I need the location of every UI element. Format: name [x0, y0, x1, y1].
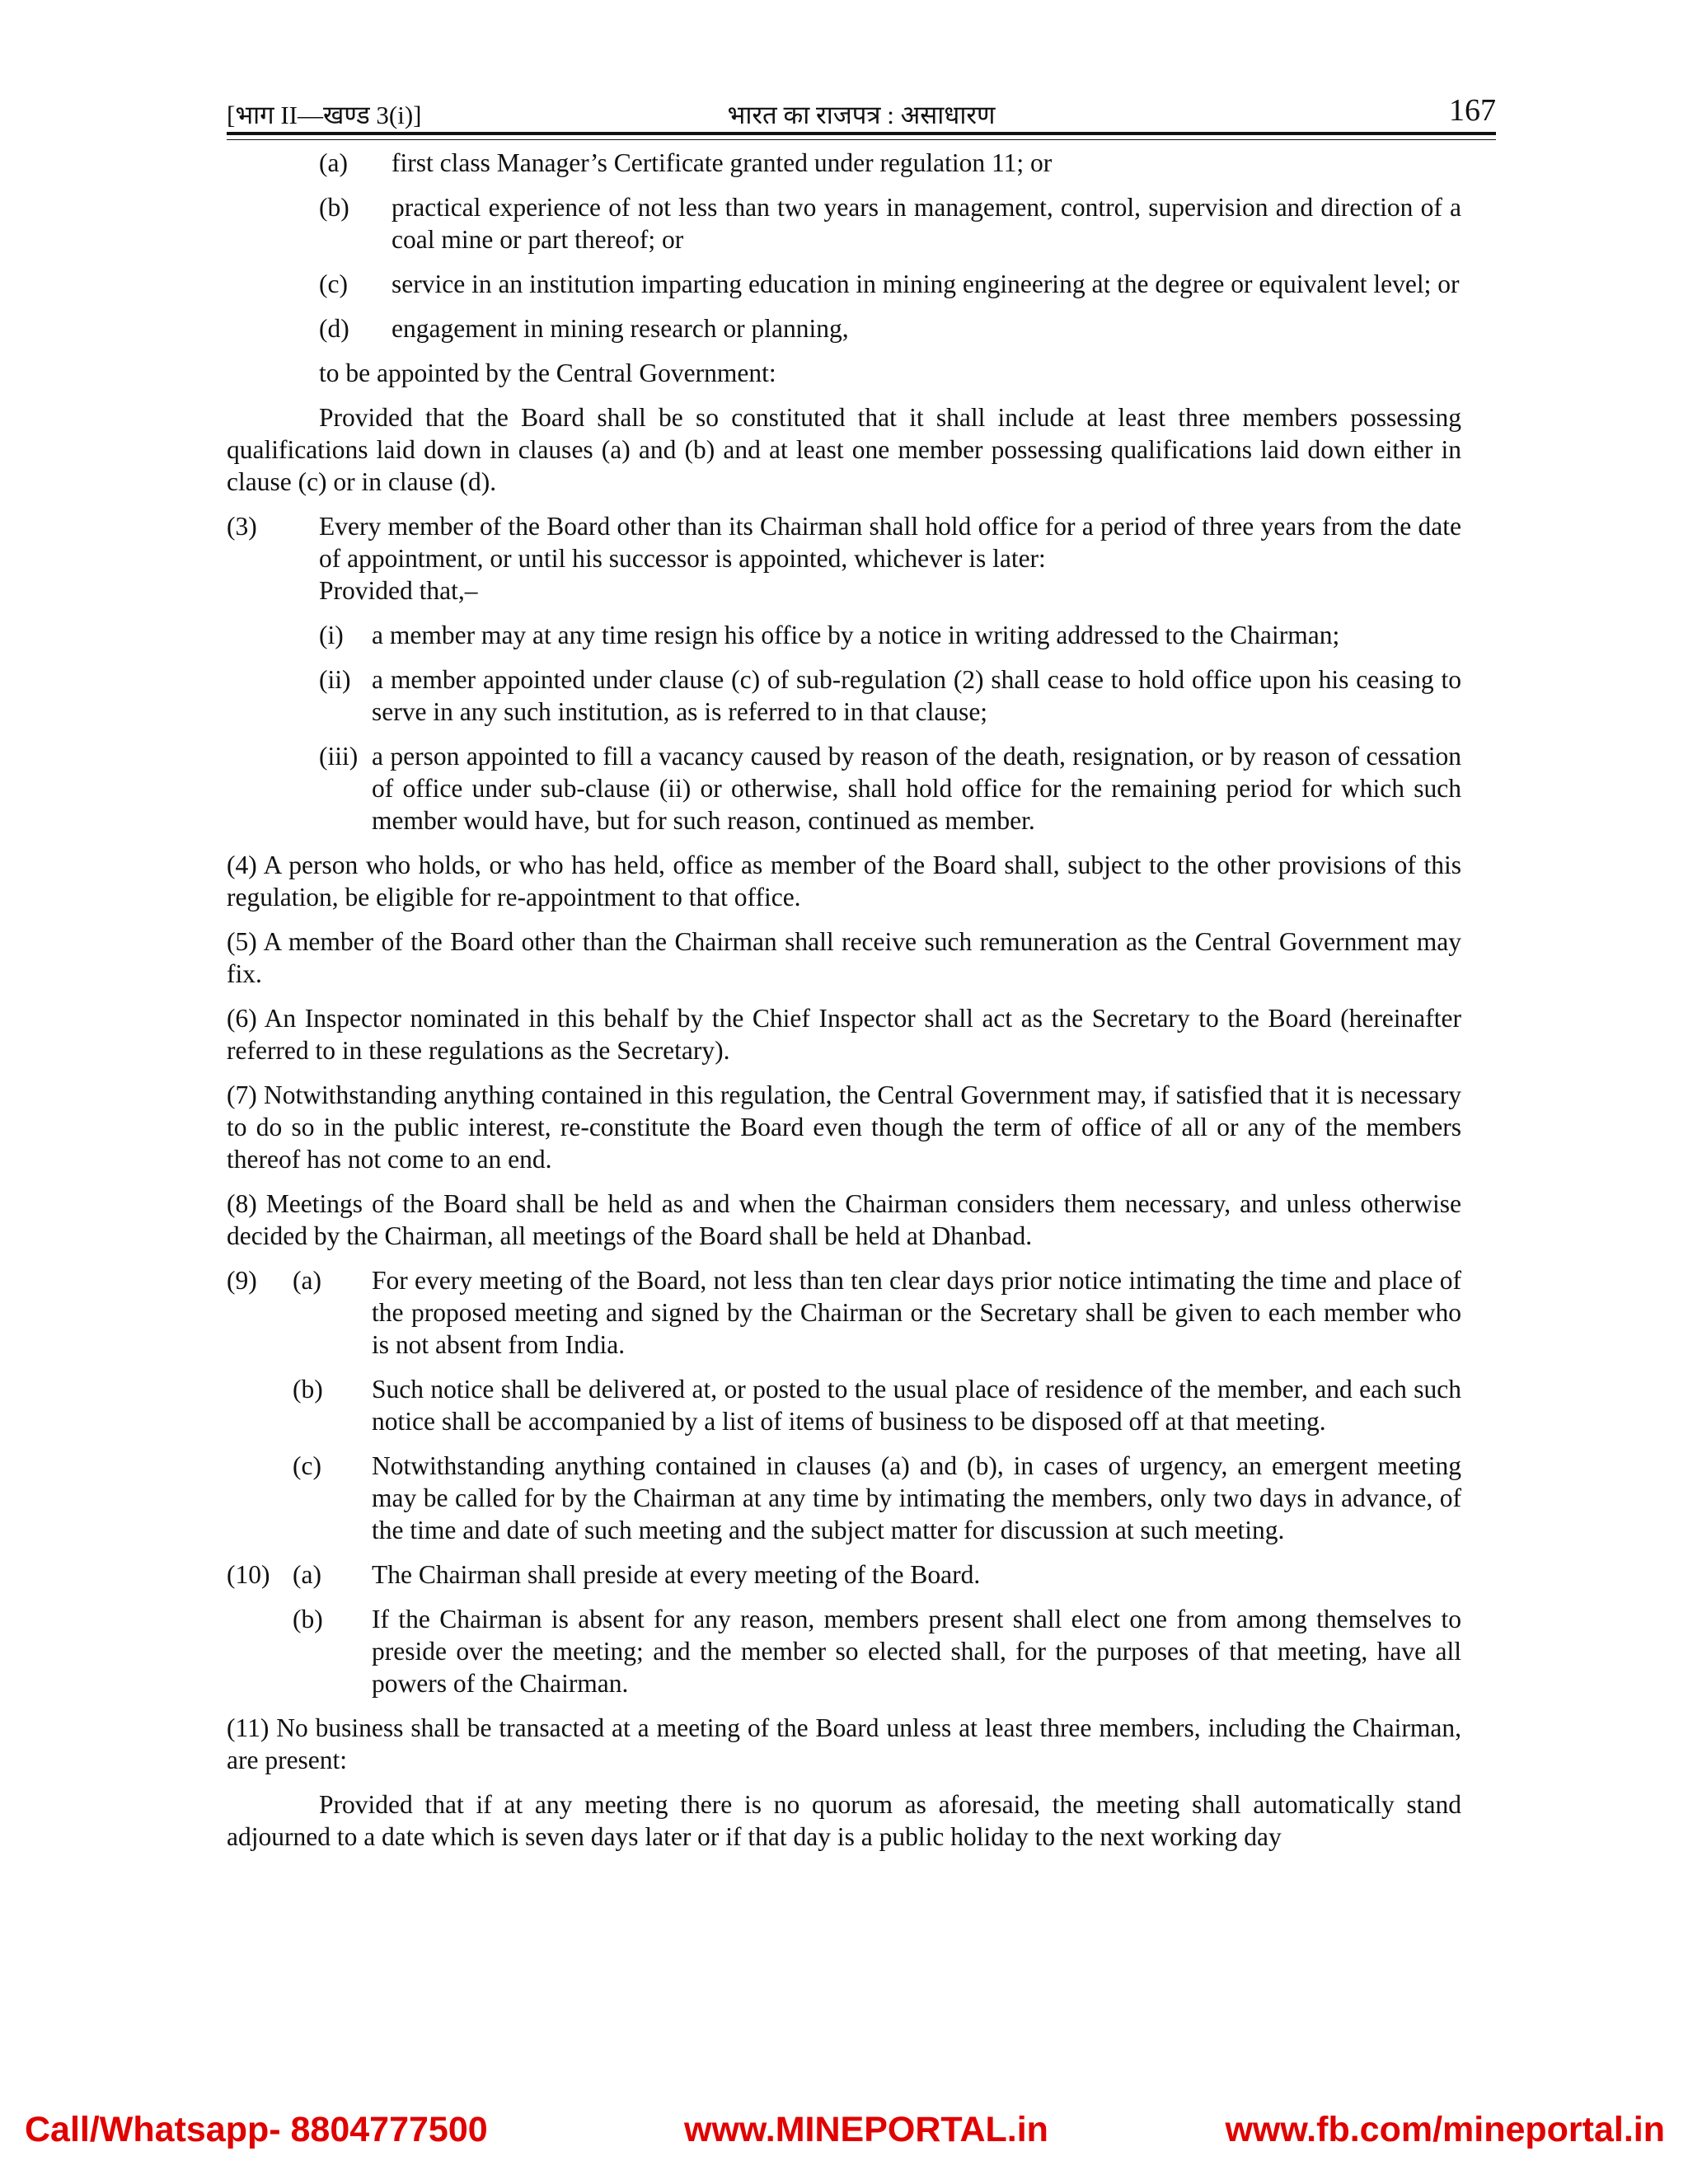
clause-label: (c) — [319, 269, 348, 298]
header-gazette-title: भारत का राजपत्र : असाधारण — [727, 101, 996, 129]
paragraph-11: (11) No business shall be transacted at a meeting of the Board unless at least three members, including the Chairman, are present: — [227, 1713, 1461, 1774]
clause-label: (a) — [293, 1560, 321, 1589]
paragraph-number: (3) — [227, 512, 257, 541]
paragraph-5: (5) A member of the Board other than the Chairman shall receive such remuneration as the Central Government may fix. — [227, 927, 1461, 988]
clause-label: (a) — [319, 148, 348, 177]
clause-item — [227, 191, 1461, 255]
paragraph-9-item — [227, 1450, 1461, 1546]
clause-item — [227, 147, 1461, 179]
clause-text: Notwithstanding anything contained in clauses (a) and (b), in cases of urgency, an emergent meeting may be called for by the Chairman at any time by intimating the members, only two days in advance, of the time and date of such meeting and the subject matter for discussion at such meeting. — [372, 1451, 1461, 1544]
provided-that-line: Provided that,– — [319, 576, 478, 605]
roman-item — [227, 619, 1461, 651]
clause-text: Such notice shall be delivered at, or posted to the usual place of residence of the member, and each such notice shall be accompanied by a list of items of business to be disposed off at that meeting. — [372, 1375, 1461, 1436]
header-section-label: [भाग II—खण्ड 3(i)] — [227, 101, 422, 129]
clause-text: first class Manager’s Certificate granted under regulation 11; or — [392, 148, 1053, 177]
proviso-quorum-paragraph: Provided that if at any meeting there is no quorum as aforesaid, the meeting shall automatically stand adjourned to a date which is seven days later or if that day is a public holiday to the next working day — [227, 1790, 1461, 1851]
clause-text: The Chairman shall preside at every meeting of the Board. — [372, 1560, 981, 1589]
paragraph-6: (6) An Inspector nominated in this behalf by the Chief Inspector shall act as the Secretary to the Board (hereinafter referred to in these regulations as the Secretary). — [227, 1004, 1461, 1065]
roman-label: (iii) — [319, 742, 359, 771]
paragraph-10-item — [227, 1558, 1461, 1591]
footer-facebook-link[interactable]: www.fb.com/mineportal.in — [1225, 2110, 1665, 2149]
roman-text: a person appointed to fill a vacancy caused by reason of the death, resignation, or by reason of cessation of office under sub-clause (ii) or otherwise, shall hold office for the remaining period for which such member would have, but for such reason, continued as member. — [372, 742, 1461, 835]
paragraph-4: (4) A person who holds, or who has held, office as member of the Board shall, subject to the other provisions of this regulation, be eligible for re-appointment to that office. — [227, 851, 1461, 912]
page-number: 167 — [1449, 93, 1496, 128]
clause-item — [227, 268, 1461, 300]
header-rule-thin — [227, 139, 1496, 140]
paragraph-10-item — [227, 1603, 1461, 1699]
paragraph-3 — [227, 510, 1461, 574]
clause-text: service in an institution imparting education in mining engineering at the degree or equivalent level; or — [392, 269, 1460, 298]
appointed-line: to be appointed by the Central Government: — [319, 359, 776, 387]
roman-label: (i) — [319, 621, 344, 649]
clause-label: (b) — [293, 1375, 323, 1404]
header-rule-thick — [227, 132, 1496, 135]
footer-phone: Call/Whatsapp- 8804777500 — [25, 2110, 488, 2149]
clause-label: (a) — [293, 1266, 321, 1295]
page-header — [227, 92, 1496, 135]
clause-text: If the Chairman is absent for any reason, members present shall elect one from among themselves to preside over the meeting; and the member so elected shall, for the purposes of that meeting, have all powers of the Chairman. — [372, 1605, 1461, 1698]
roman-item — [227, 663, 1461, 728]
paragraph-8: (8) Meetings of the Board shall be held as and when the Chairman considers them necessary, and unless otherwise decided by the Chairman, all meetings of the Board shall be held at Dhanbad. — [227, 1189, 1461, 1250]
clause-text: engagement in mining research or planning, — [392, 314, 849, 343]
paragraph-number: (10) — [227, 1560, 270, 1589]
clause-label: (d) — [319, 314, 349, 343]
roman-text: a member appointed under clause (c) of sub-regulation (2) shall cease to hold office upon his ceasing to serve in any such institution, as is referred to in that clause; — [372, 665, 1461, 726]
paragraph-text: Every member of the Board other than its Chairman shall hold office for a period of three years from the date of appointment, or until his successor is appointed, whichever is later: — [319, 512, 1461, 573]
document-body — [227, 147, 1461, 1865]
footer-site-link[interactable]: www.MINEPORTAL.in — [684, 2110, 1048, 2149]
paragraph-number: (9) — [227, 1266, 257, 1295]
clause-text: practical experience of not less than two years in management, control, supervision and direction of a coal mine or part thereof; or — [392, 193, 1461, 254]
proviso-board-paragraph: Provided that the Board shall be so constituted that it shall include at least three members possessing qualifications laid down in clauses (a) and (b) and at least one member possessing qualifications laid down either in clause (c) or in clause (d). — [227, 403, 1461, 496]
clause-label: (b) — [293, 1605, 323, 1633]
promo-footer — [25, 2110, 1665, 2159]
roman-text: a member may at any time resign his office by a notice in writing addressed to the Chairman; — [372, 621, 1340, 649]
clause-label: (b) — [319, 193, 349, 222]
clause-item — [227, 312, 1461, 344]
clause-label: (c) — [293, 1451, 321, 1480]
paragraph-9-item — [227, 1264, 1461, 1361]
roman-item — [227, 740, 1461, 837]
roman-label: (ii) — [319, 665, 351, 694]
paragraph-9-item — [227, 1373, 1461, 1437]
paragraph-7: (7) Notwithstanding anything contained in this regulation, the Central Government may, if satisfied that it is necessary to do so in the public interest, re-constitute the Board even though the term of office of all or any of the members thereof has not come to an end. — [227, 1080, 1461, 1174]
clause-text: For every meeting of the Board, not less than ten clear days prior notice intimating the time and place of the proposed meeting and signed by the Chairman or the Secretary shall be given to each member who is not absent from India. — [372, 1266, 1461, 1359]
